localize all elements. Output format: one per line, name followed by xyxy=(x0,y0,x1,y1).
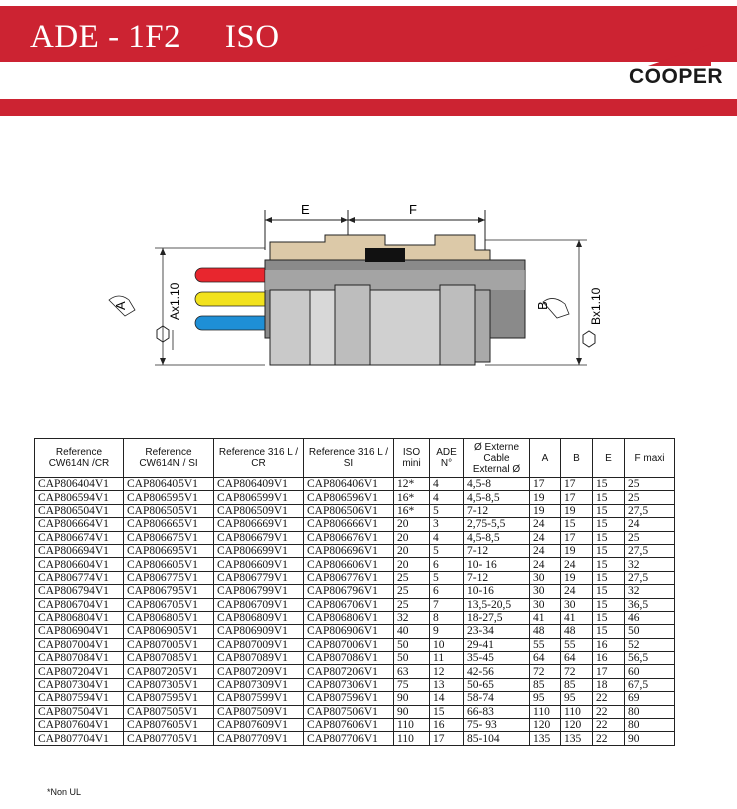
table-cell: 36,5 xyxy=(625,598,675,611)
table-cell: 56,5 xyxy=(625,652,675,665)
table-cell: 20 xyxy=(394,558,430,571)
hand-b-label: B xyxy=(535,301,550,310)
table-cell: 17 xyxy=(430,732,464,745)
table-cell: 25 xyxy=(394,585,430,598)
hand-a-label: A xyxy=(113,301,128,310)
column-header: F maxi xyxy=(625,439,675,478)
table-cell: 5 xyxy=(430,544,464,557)
table-cell: CAP806775V1 xyxy=(124,571,214,584)
table-cell: 22 xyxy=(593,719,625,732)
table-cell: 135 xyxy=(561,732,593,745)
column-header: Reference 316 L / SI xyxy=(304,439,394,478)
table-cell: 27,5 xyxy=(625,544,675,557)
table-cell: 24 xyxy=(530,531,561,544)
table-cell: 32 xyxy=(625,558,675,571)
table-cell: 58-74 xyxy=(464,692,530,705)
table-cell: 64 xyxy=(530,652,561,665)
table-row xyxy=(35,518,675,531)
table-cell: 27,5 xyxy=(625,504,675,517)
table-cell: 19 xyxy=(561,504,593,517)
table-row xyxy=(35,719,675,732)
table-row xyxy=(35,531,675,544)
table-cell: CAP806905V1 xyxy=(124,625,214,638)
column-header: Reference CW614N /CR xyxy=(35,439,124,478)
table-cell: 17 xyxy=(561,478,593,491)
column-header: Ø Externe Cable External Ø xyxy=(464,439,530,478)
table-cell: 14 xyxy=(430,692,464,705)
table-cell: 80 xyxy=(625,719,675,732)
table-cell: CAP806409V1 xyxy=(214,478,304,491)
table-cell: 110 xyxy=(561,705,593,718)
table-row xyxy=(35,665,675,678)
dim-f-label: F xyxy=(409,202,417,217)
table-cell: 95 xyxy=(530,692,561,705)
table-cell: 22 xyxy=(593,732,625,745)
table-cell: 15 xyxy=(593,585,625,598)
table-cell: CAP807089V1 xyxy=(214,652,304,665)
table-cell: 7-12 xyxy=(464,571,530,584)
table-cell: 30 xyxy=(530,598,561,611)
table-row xyxy=(35,638,675,651)
table-cell: CAP807005V1 xyxy=(124,638,214,651)
table-cell: CAP807304V1 xyxy=(35,678,124,691)
table-cell: CAP806505V1 xyxy=(124,504,214,517)
table-cell: CAP806809V1 xyxy=(214,611,304,624)
table-row xyxy=(35,504,675,517)
table-cell: CAP807506V1 xyxy=(304,705,394,718)
dim-a-label: Ax1.10 xyxy=(168,282,182,320)
table-cell: 13,5-20,5 xyxy=(464,598,530,611)
table-cell: 80 xyxy=(625,705,675,718)
table-cell: CAP806605V1 xyxy=(124,558,214,571)
table-cell: 85 xyxy=(561,678,593,691)
table-cell: 50 xyxy=(394,638,430,651)
table-cell: CAP807205V1 xyxy=(124,665,214,678)
table-cell: 110 xyxy=(530,705,561,718)
table-cell: 15 xyxy=(593,491,625,504)
cable-gland-drawing xyxy=(95,190,625,390)
table-cell: 42-56 xyxy=(464,665,530,678)
table-cell: 30 xyxy=(561,598,593,611)
table-cell: CAP806776V1 xyxy=(304,571,394,584)
table-cell: 15 xyxy=(593,558,625,571)
table-cell: CAP807609V1 xyxy=(214,719,304,732)
table-cell: 16* xyxy=(394,504,430,517)
table-cell: 15 xyxy=(593,625,625,638)
table-cell: CAP807505V1 xyxy=(124,705,214,718)
table-cell: 67,5 xyxy=(625,678,675,691)
table-cell: CAP807595V1 xyxy=(124,692,214,705)
table-cell: 5 xyxy=(430,504,464,517)
table-cell: 19 xyxy=(530,491,561,504)
table-cell: CAP806509V1 xyxy=(214,504,304,517)
table-cell: CAP806706V1 xyxy=(304,598,394,611)
table-row xyxy=(35,692,675,705)
table-cell: 55 xyxy=(561,638,593,651)
table-cell: 32 xyxy=(394,611,430,624)
table-cell: 63 xyxy=(394,665,430,678)
table-cell: 22 xyxy=(593,705,625,718)
table-cell: 16 xyxy=(593,638,625,651)
table-cell: 15 xyxy=(593,611,625,624)
table-cell: 75- 93 xyxy=(464,719,530,732)
table-cell: CAP806504V1 xyxy=(35,504,124,517)
table-cell: CAP806795V1 xyxy=(124,585,214,598)
table-cell: 10-16 xyxy=(464,585,530,598)
table-cell: 8 xyxy=(430,611,464,624)
table-cell: 85-104 xyxy=(464,732,530,745)
table-cell: 110 xyxy=(394,732,430,745)
table-cell: CAP806704V1 xyxy=(35,598,124,611)
table-cell: 19 xyxy=(561,571,593,584)
table-cell: CAP807606V1 xyxy=(304,719,394,732)
table-cell: 60 xyxy=(625,665,675,678)
table-cell: CAP806694V1 xyxy=(35,544,124,557)
table-row xyxy=(35,585,675,598)
table-cell: CAP806794V1 xyxy=(35,585,124,598)
table-cell: 24 xyxy=(625,518,675,531)
table-row xyxy=(35,558,675,571)
logo-mark xyxy=(648,44,711,66)
table-cell: 25 xyxy=(394,598,430,611)
table-cell: 2,75-5,5 xyxy=(464,518,530,531)
table-header-row xyxy=(35,439,675,478)
table-cell: CAP806679V1 xyxy=(214,531,304,544)
table-cell: CAP806699V1 xyxy=(214,544,304,557)
column-header: A xyxy=(530,439,561,478)
table-cell: 25 xyxy=(625,531,675,544)
table-cell: CAP806696V1 xyxy=(304,544,394,557)
table-cell: CAP806594V1 xyxy=(35,491,124,504)
table-cell: CAP807006V1 xyxy=(304,638,394,651)
table-cell: 4 xyxy=(430,531,464,544)
table-cell: CAP807504V1 xyxy=(35,705,124,718)
table-cell: 15 xyxy=(593,518,625,531)
table-cell: 110 xyxy=(394,719,430,732)
table-cell: CAP807209V1 xyxy=(214,665,304,678)
column-header: Reference CW614N / SI xyxy=(124,439,214,478)
table-cell: 95 xyxy=(561,692,593,705)
table-cell: CAP807599V1 xyxy=(214,692,304,705)
table-cell: 48 xyxy=(530,625,561,638)
table-cell: 29-41 xyxy=(464,638,530,651)
table-cell: 75 xyxy=(394,678,430,691)
table-cell: CAP806596V1 xyxy=(304,491,394,504)
table-cell: CAP806406V1 xyxy=(304,478,394,491)
table-cell: 15 xyxy=(593,598,625,611)
table-cell: CAP807509V1 xyxy=(214,705,304,718)
reference-table xyxy=(34,438,675,746)
table-cell: 120 xyxy=(530,719,561,732)
table-cell: CAP807305V1 xyxy=(124,678,214,691)
table-cell: 25 xyxy=(394,571,430,584)
footnote: *Non UL xyxy=(47,787,82,797)
table-cell: 48 xyxy=(561,625,593,638)
table-cell: 4 xyxy=(430,491,464,504)
table-cell: 4,5-8,5 xyxy=(464,491,530,504)
table-cell: 35-45 xyxy=(464,652,530,665)
column-header: ADE N° xyxy=(430,439,464,478)
table-cell: CAP806904V1 xyxy=(35,625,124,638)
table-cell: CAP806664V1 xyxy=(35,518,124,531)
dim-b-label: Bx1.10 xyxy=(589,287,603,325)
table-cell: CAP806774V1 xyxy=(35,571,124,584)
table-cell: 64 xyxy=(561,652,593,665)
table-cell: CAP807704V1 xyxy=(35,732,124,745)
table-cell: 20 xyxy=(394,544,430,557)
table-cell: CAP806796V1 xyxy=(304,585,394,598)
table-cell: CAP807706V1 xyxy=(304,732,394,745)
table-cell: 24 xyxy=(561,585,593,598)
table-cell: 16* xyxy=(394,491,430,504)
column-header: Reference 316 L / CR xyxy=(214,439,304,478)
table-cell: 24 xyxy=(530,544,561,557)
table-cell: CAP806609V1 xyxy=(214,558,304,571)
table-cell: CAP807086V1 xyxy=(304,652,394,665)
table-cell: 85 xyxy=(530,678,561,691)
table-cell: 120 xyxy=(561,719,593,732)
table-cell: 27,5 xyxy=(625,571,675,584)
table-cell: CAP807085V1 xyxy=(124,652,214,665)
table-cell: CAP807309V1 xyxy=(214,678,304,691)
table-cell: 7-12 xyxy=(464,504,530,517)
table-cell: 5 xyxy=(430,571,464,584)
table-cell: 41 xyxy=(530,611,561,624)
table-cell: CAP806669V1 xyxy=(214,518,304,531)
table-cell: CAP806676V1 xyxy=(304,531,394,544)
table-cell: 15 xyxy=(593,504,625,517)
table-cell: 17 xyxy=(561,531,593,544)
table-cell: 52 xyxy=(625,638,675,651)
table-cell: CAP806675V1 xyxy=(124,531,214,544)
table-cell: CAP806604V1 xyxy=(35,558,124,571)
table-cell: CAP807594V1 xyxy=(35,692,124,705)
table-cell: CAP807605V1 xyxy=(124,719,214,732)
table-cell: 30 xyxy=(530,571,561,584)
column-header: B xyxy=(561,439,593,478)
table-cell: 20 xyxy=(394,531,430,544)
table-cell: CAP806404V1 xyxy=(35,478,124,491)
table-cell: 66-83 xyxy=(464,705,530,718)
table-cell: 90 xyxy=(394,705,430,718)
table-cell: CAP807604V1 xyxy=(35,719,124,732)
table-cell: 23-34 xyxy=(464,625,530,638)
table-cell: 12 xyxy=(430,665,464,678)
table-cell: 9 xyxy=(430,625,464,638)
table-cell: CAP806806V1 xyxy=(304,611,394,624)
table-cell: CAP807705V1 xyxy=(124,732,214,745)
table-cell: CAP806595V1 xyxy=(124,491,214,504)
table-row xyxy=(35,611,675,624)
table-cell: 4 xyxy=(430,478,464,491)
table-cell: 55 xyxy=(530,638,561,651)
table-cell: 3 xyxy=(430,518,464,531)
table-cell: CAP806599V1 xyxy=(214,491,304,504)
table-cell: 72 xyxy=(561,665,593,678)
table-cell: 6 xyxy=(430,558,464,571)
table-cell: 10 xyxy=(430,638,464,651)
table-cell: CAP806666V1 xyxy=(304,518,394,531)
table-cell: 41 xyxy=(561,611,593,624)
table-cell: CAP806709V1 xyxy=(214,598,304,611)
table-row xyxy=(35,571,675,584)
dim-e-label: E xyxy=(301,202,310,217)
table-cell: 16 xyxy=(593,652,625,665)
column-header: E xyxy=(593,439,625,478)
table-cell: CAP806606V1 xyxy=(304,558,394,571)
table-cell: CAP806805V1 xyxy=(124,611,214,624)
table-cell: 7 xyxy=(430,598,464,611)
table-cell: CAP807709V1 xyxy=(214,732,304,745)
table-cell: 22 xyxy=(593,692,625,705)
page-title: ADE - 1F2 ISO xyxy=(30,19,280,55)
table-cell: 12* xyxy=(394,478,430,491)
header-stripe xyxy=(0,99,737,116)
table-cell: CAP806909V1 xyxy=(214,625,304,638)
table-cell: CAP807596V1 xyxy=(304,692,394,705)
table-row xyxy=(35,732,675,745)
table-cell: CAP806405V1 xyxy=(124,478,214,491)
table-cell: CAP807004V1 xyxy=(35,638,124,651)
table-row xyxy=(35,678,675,691)
table-cell: CAP806779V1 xyxy=(214,571,304,584)
table-cell: 50 xyxy=(394,652,430,665)
table-cell: 13 xyxy=(430,678,464,691)
table-cell: 11 xyxy=(430,652,464,665)
title-banner xyxy=(0,6,737,62)
table-cell: 32 xyxy=(625,585,675,598)
table-cell: 25 xyxy=(625,478,675,491)
table-cell: 17 xyxy=(593,665,625,678)
table-cell: 24 xyxy=(530,518,561,531)
table-cell: 18 xyxy=(593,678,625,691)
table-cell: CAP806665V1 xyxy=(124,518,214,531)
table-cell: CAP806695V1 xyxy=(124,544,214,557)
column-header: ISO mini xyxy=(394,439,430,478)
table-cell: 90 xyxy=(394,692,430,705)
table-cell: 17 xyxy=(561,491,593,504)
table-cell: CAP806674V1 xyxy=(35,531,124,544)
table-cell: 46 xyxy=(625,611,675,624)
table-cell: 50 xyxy=(625,625,675,638)
table-cell: 20 xyxy=(394,518,430,531)
table-row xyxy=(35,544,675,557)
table-cell: 4,5-8,5 xyxy=(464,531,530,544)
table-cell: CAP807084V1 xyxy=(35,652,124,665)
table-cell: CAP806804V1 xyxy=(35,611,124,624)
table-cell: CAP806506V1 xyxy=(304,504,394,517)
table-row xyxy=(35,598,675,611)
table-cell: 50-65 xyxy=(464,678,530,691)
table-cell: 15 xyxy=(593,478,625,491)
table-cell: 18-27,5 xyxy=(464,611,530,624)
table-cell: 15 xyxy=(593,571,625,584)
table-cell: CAP806705V1 xyxy=(124,598,214,611)
table-cell: 19 xyxy=(561,544,593,557)
table-cell: 10- 16 xyxy=(464,558,530,571)
table-cell: 69 xyxy=(625,692,675,705)
table-cell: CAP807204V1 xyxy=(35,665,124,678)
table-cell: CAP806906V1 xyxy=(304,625,394,638)
table-cell: 4,5-8 xyxy=(464,478,530,491)
table-cell: 25 xyxy=(625,491,675,504)
company-logo: COOPER xyxy=(629,65,724,88)
table-row xyxy=(35,478,675,491)
table-row xyxy=(35,625,675,638)
table-cell: CAP806799V1 xyxy=(214,585,304,598)
table-row xyxy=(35,705,675,718)
table-cell: 17 xyxy=(530,478,561,491)
table-cell: 40 xyxy=(394,625,430,638)
table-cell: CAP807206V1 xyxy=(304,665,394,678)
table-cell: CAP807306V1 xyxy=(304,678,394,691)
table-cell: 30 xyxy=(530,585,561,598)
table-cell: 15 xyxy=(561,518,593,531)
table-cell: 15 xyxy=(430,705,464,718)
table-cell: 72 xyxy=(530,665,561,678)
table-cell: 7-12 xyxy=(464,544,530,557)
table-cell: 24 xyxy=(530,558,561,571)
table-cell: 19 xyxy=(530,504,561,517)
table-row xyxy=(35,652,675,665)
table-row xyxy=(35,491,675,504)
table-cell: 90 xyxy=(625,732,675,745)
table-cell: 6 xyxy=(430,585,464,598)
table-cell: 24 xyxy=(561,558,593,571)
table-cell: 15 xyxy=(593,531,625,544)
table-cell: 16 xyxy=(430,719,464,732)
table-cell: CAP807009V1 xyxy=(214,638,304,651)
table-cell: 135 xyxy=(530,732,561,745)
table-cell: 15 xyxy=(593,544,625,557)
